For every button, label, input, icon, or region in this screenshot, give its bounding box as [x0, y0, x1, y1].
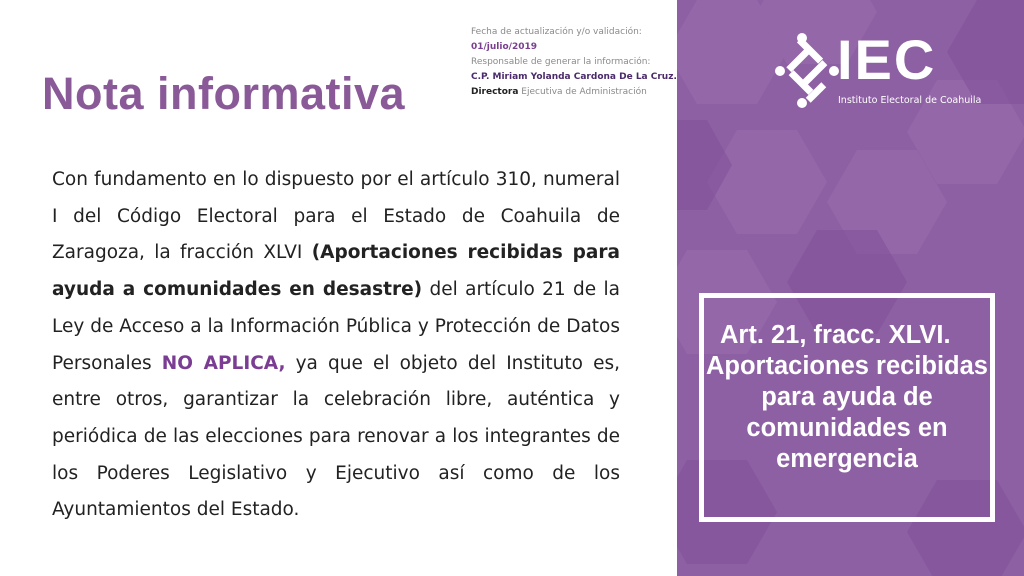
responsible-name: C.P. Miriam Yolanda Cardona De La Cruz. — [471, 72, 677, 82]
body-part-1: Con fundamento en lo dispuesto por el artículo 310, numeral I del Código Electoral para el Estado de Coahuila de Zaragoza, la fracción XLVI — [52, 169, 620, 264]
article-description: Aportaciones recibidas para ayuda de comunidades en emergencia — [705, 352, 988, 473]
logo-acronym: IEC — [837, 28, 937, 91]
article-summary-text — [704, 320, 990, 475]
body-part-3: ya que el objeto del Instituto es, entre otros, garantizar la celebración libre, auténtica y periódica de las elecciones para renovar a los integrantes de los Poderes Legislativo y Ejecutivo así como de los Ayuntamientos del Estado. — [52, 352, 620, 521]
no-aplica-highlight: NO APLICA, — [161, 352, 286, 374]
iec-logo — [775, 28, 1005, 113]
page-title: Nota informativa — [42, 68, 406, 119]
responsible-role — [471, 85, 676, 100]
body-bold-fraction: (Aportaciones recibidas para ayuda a comunidades en desastre) — [52, 242, 620, 301]
update-date: 01/julio/2019 — [471, 42, 537, 52]
body-paragraph — [52, 162, 620, 529]
article-summary-box — [699, 293, 995, 522]
update-label: Fecha de actualización y/o validación: — [471, 27, 642, 37]
role-rest: Ejecutiva de Administración — [518, 87, 647, 97]
iec-logo-mark-icon — [775, 33, 839, 109]
role-bold: Directora — [471, 87, 519, 97]
logo-institution-name: Instituto Electoral de Coahuila — [838, 95, 982, 106]
body-part-2: del artículo 21 de la Ley de Acceso a la Información Pública y Protección de Datos Personales — [52, 279, 620, 374]
responsible-label: Responsable de generar la información: — [471, 57, 651, 67]
document-metadata — [471, 25, 676, 100]
article-reference: Art. 21, fracc. XLVI. — [720, 321, 951, 349]
